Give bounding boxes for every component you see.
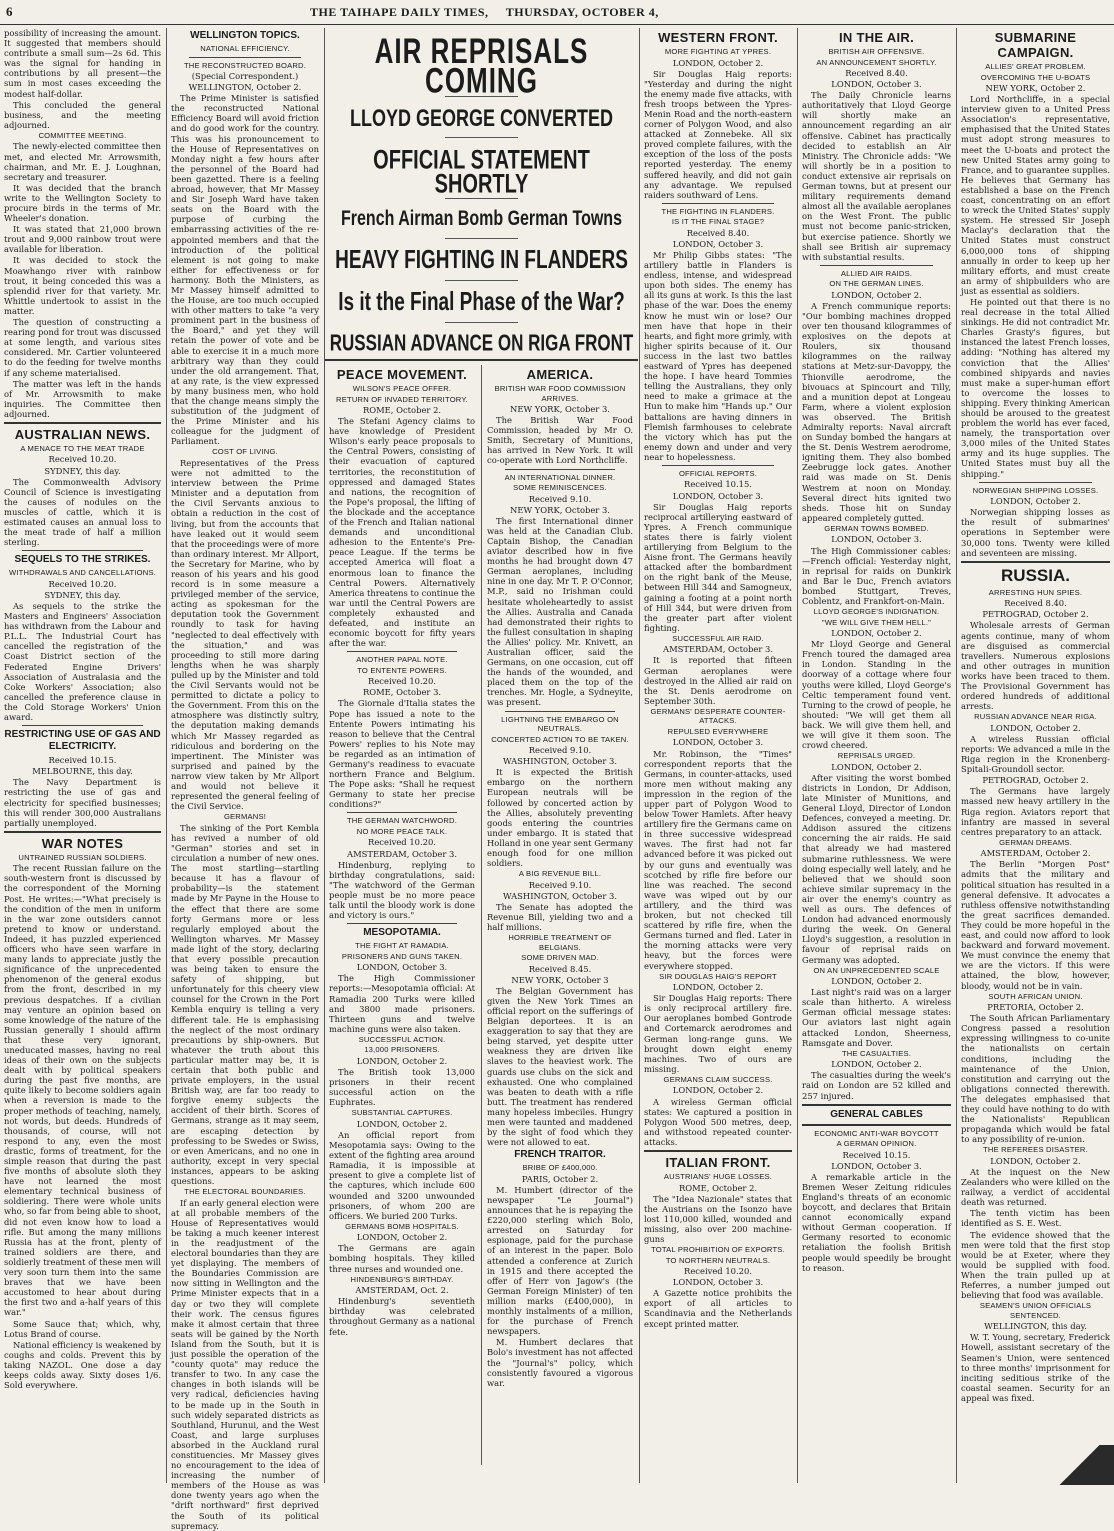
dateline: LONDON, October 3. [672,490,764,501]
subheading: ARRESTING HUN SPIES. [988,587,1083,597]
divider [347,651,457,652]
subheading: ALLIES' GREAT PROBLEM. [985,62,1086,71]
divider [662,203,774,204]
divider [445,280,518,281]
column-rule [481,365,482,1465]
paragraph: It was stated that 21,000 brown trout and 9,000 rainbow trout were available for liberation. [4,224,161,255]
dateline: LONDON, October 2. [831,761,922,772]
subheading: GERMAN DREAMS. [999,837,1072,847]
advertisement: Some Sauce that; which, why, Lotus Brand of course. [4,1318,161,1339]
paragraph: Mr Philip Gibbs states: "The artillery battle in Flanders is endless, intense, and widespread upon both sides. The enemy has all its guns at work. Is this the last phase of the war. Does the enemy know he must win or lose? Our men have that hope in their hearts, and fight more grimly, with higher spirits because of it. Our success in the last two battles eastward of Ypres has deepened the hope. I have heard Tommies telling the Australians, they only need to make a grimace at the Hun to make him "Hands up." Our battalions are having dinners in Flemish farmhouses to celebrate the victory which has put the enemy down and under and very near to hopelessness. [644,250,792,462]
divider [961,561,1110,563]
paragraph: The matter was left in the hands of Mr. Arrowsmith to make inquiries. The Committee then adjourned. [4,378,161,419]
subheading: SOME DRIVEN MAD. [521,953,599,963]
split-columns [325,365,638,1465]
paragraph: The Stefani Agency claims to have knowledge of President Wilson's early peace proposals to the Central Powers, consisting of their evacuation of captured territories, the reconstitution of oppressed and damaged States and nations, the recognition of the Pope's proposal, the lifting of the blockade and the acceptance of the French and Italian national demands and unconditional adhesion to the Entente's Pre-peace League. If the terms be accepted America will float a enormous loan to finance the Central Powers. Alternatively America threatens to continue the war until the Central Powers are completely exhausted and defeated, and institute an economic boycott for fifty years after the war. [329,416,475,649]
paragraph: It is expected the British embargo on the northern European neutrals will be followed by concerted action by the Allies, absolutely preventing goods entering the countries under embargo. It is stated that Holland in one year sent Germany enough food for one million soldiers. [487,767,633,869]
column-3b [483,365,637,1389]
paragraph: A French communique reports: "Our bombing machines dropped over ten thousand kilogrammes of explosives on the depots at Roulers, six thousand kilogrammes on the railway stations at Metz-sur-Davoppy, the Thionville aerodrome, the bivouacs at Spincourt and Tilly, and a munition depot at Longeau Farm, where a violent explosion was observed. The British Admiralty reports: Naval aircraft on Sunday bombed the hangars at the St. Denis Westrem aerodrome, igniting them. They also bombed Zeebrugge lock gates. Another raid was made on St. Denis Westrem at noon on Monday. Several direct hits ignited two sheds. Those hit on Sunday appeared completely gutted. [802,300,951,523]
received-time: Received 10.20. [48,454,117,465]
divider [325,359,638,361]
subheading: RETURN OF INVADED TERRITORY. [336,394,468,404]
page-corner-mark: 6 [6,4,13,19]
paragraph: Last night's raid was on a larger scale than hitherto. A wireless German official message states: Our aviators last night again attacked London, Sheerness, Ramsgate and Dover. [802,987,951,1048]
column-4 [640,28,796,1483]
dateline: LONDON, October 2. [831,628,922,639]
dateline: MELBOURNE, this day. [32,766,133,777]
received-time: Received 10.20. [368,676,436,687]
paragraph: The South African Parliamentary Congress passed a resolution expressing willingness to co-unite the nationalists on certain conditions, including the maintenance of the Union, constitution and carrying out the obligations connected therewith. The delegates emphasised that they could have nothing to do with the Nationalists' Republican propaganda which would be fatal to any possibility of re-union. [961,1013,1110,1145]
banner-headline: RUSSIAN ADVANCE ON RIGA FRONT [329,330,634,356]
paragraph: Hindenburg, replying to birthday congratulations, said: "The watchword of the German people must be no more peace talk until the bloody work is done and victory is ours." [329,859,475,921]
received-time: Received 9.10. [528,745,592,756]
subheading: UNTRAINED RUSSIAN SOLDIERS. [18,852,147,862]
torn-corner [1054,1445,1114,1485]
advertisement: National efficiency is weakened by coughs and colds. Prevent this by taking NAZOL. One dose a day keeps colds away. Sixty doses 1/6. Sold everywhere. [4,1339,161,1391]
dateline: LONDON, October 3. [672,238,764,249]
paragraph: The Prime Minister is satisfied the reconstructed National Efficiency Board will avoid friction and do good work for the country. This was his pronouncement to the House of Representatives on Monday night a few hours after the personnel of the Board had been gazetted. There is a feeling abroad, however, that Mr Massey and Sir Joseph Ward have taken seats on the Board with the purpose of curbing the embarrassing activities of the re-appointed members and that the introduction of the political element is not going to make either for effectiveness or for harmony. Both the Ministers, as Mr Massey himself admitted to the House, are too much occupied with other matters to take "a very prominent part in the business of the Board," and yet they will retain the power of vote and be able to exercise it in a much more arbitrary way than they could under the old arrangement. That, at any rate, is the view expressed by many business men, who hold that the change means simply the substitution of the judgment of the Prime Minister and his colleague for the judgment of Parliament. [171,93,319,447]
divider [979,482,1092,483]
subheading: LLOYD GEORGE'S INDIGNATION. [813,607,940,617]
divider [505,469,615,470]
article-headline: RUSSIA. [1001,565,1070,585]
divider [189,57,301,58]
subheading: ANOTHER PAPAL NOTE. [356,655,448,665]
subheading: A BIG REVENUE BILL. [518,869,602,879]
subheading: THE FIGHT AT RAMADIA. [355,941,449,951]
subheading: GERMANS BOMB HOSPITALS. [345,1221,459,1231]
correspondent: (Special Correspondent.) [191,71,299,81]
paragraph: It is reported that fifteen German aeroplanes were destroyed in the Allied air raid on the St. Denis aerodrome on September 30th. [644,655,792,706]
banner-headline: LLOYD GEORGE CONVERTED [349,104,614,132]
paragraph: It was decided that the branch write to the Wellington Society to procure birds in the terms of Mr. Wheeler's donation. [4,182,161,224]
subheading: AUSTRIANS' HUGE LOSSES. [663,1172,773,1181]
subheading: A MENACE TO THE MEAT TRADE [20,443,145,453]
dateline: LONDON, October 2. [672,982,764,993]
divider [4,831,161,833]
dateline: LONDON, October 2. [356,1055,448,1066]
article-headline: AMERICA. [526,367,594,382]
subheading: A GERMAN OPINION. [836,1139,917,1149]
dateline: LONDON, October 2. [990,496,1081,507]
subheading: SUBSTANTIAL CAPTURES. [351,1108,453,1118]
paragraph: The recent Russian failure on the south-western front is discussed by the correspondent of the Morning Post. He writes:—"What precisely is the condition of the men in uniform in the war zone outsiders cannot pretend to know or understand. Indeed, it has puzzled experienced officers who have seen warfare in many lands to appreciate justly the significance of the unprecedented phenomenon of the general exodus from the front, described in my previous despatches. If a civilian may venture an opinion based on some knowledge of the nature of the Russian generally I should affirm that these very ignorant, uneducated masses, having no real ideas of their own on the subjects dealt with by political speakers during the past five months, are quite likely to become soldiers again when a reversion is made to the proper methods of teaching, namely, not words, but deeds. Hundreds of thousands, of course, will not respond to any, even the most drastic, forms of treatment, for the simple reason that during the past five months of absolute sloth they have not learned the most elementary technical business of soldiering. There were whole units who, so far from being able to shoot, did not even know how to load a rifle. But among the many millions Russia has at the front, plenty of trained soldiers are there, and soldierly treatment of these men will very soon turn them into the same braves that we have been accustomed to hear about during the first two and a-half years of this war." [4,863,161,1318]
received-time: Received 10.15. [48,755,117,766]
subheading: ON AN UNPRECEDENTED SCALE [813,965,940,975]
dateline: PETROGRAD, October 2. [982,609,1089,620]
dateline: NEW YORK, October 3. [510,404,610,414]
dateline: LONDON, October 2. [831,976,922,987]
column-2 [167,28,323,1531]
paragraph: Wholesale arrests of German agents continue, many of whom are disguised as commercial travellers. Numerous explosions and other outrages in munition works have been traced to them. The Provisional Government has ordered hundreds of additional arrests. [961,620,1110,712]
subheading: THE RECONSTRUCTED BOARD. [183,60,307,70]
banner-headline: Is it the Final Phase of the War? [338,288,625,317]
article-headline: SEQUELS TO THE STRIKES. [14,554,151,566]
paragraph: The Navy Department is restricting the use of gas and electricity for specified businesses; this will render 300,000 Australians partially unemployed. [4,777,161,828]
divider [802,1104,951,1106]
column-3 [325,28,638,1483]
dateline: ROME, October 2. [362,405,442,415]
subheading: THE GERMAN WATCHWORD. [346,816,458,826]
banner-headline: OFFICIAL STATEMENT SHORTLY [373,145,590,200]
paragraph: The Daily Chronicle learns authoritatively that Lloyd George will shortly make an announcement regarding an air offensive. Cabinet has practically decided to establish an Air Ministry. The Chronicle adds: "We will shortly be in a position to conduct extensive air reprisals on German towns, but at present our military requirements demand almost all the available aeroplanes on the West Front. The public must not become panic-stricken, but exercise patience. Shortly we shall see British air supremacy with substantial results. [802,90,951,262]
received-time: Received 10.15. [684,479,752,490]
subheading: 13,000 PRISONERS. [364,1045,440,1055]
received-time: Received 10.20. [684,1266,752,1277]
subheading: OFFICIAL REPORTS. [678,468,758,478]
paragraph: The Belgian Government has given the New York Times an official report on the sufferings of Belgian deportees. It is an exaggeration to say that they are being starved, yet despite utter weakness they are driven like slaves to the heaviest work. The guards use clubs on the sick and exhausted. One who complained was beaten to death with a rifle butt. The treatment has rendered many hopeless imbeciles. Hungry men were taunted and maddened by the sight of food which they were not allowed to eat. [487,985,633,1148]
divider [644,1150,792,1152]
dateline: LONDON, October 3. [831,79,922,90]
paragraph: W. T. Young, secretary, Frederick Howell, assistant secretary of the Seamen's Union, were sentenced to three months' imprisonment for inciting seditious strike of the coastal seamen. Security for an appeal was fixed. [961,1332,1110,1403]
received-time: Received 10.15. [842,1149,911,1160]
paragraph: The Germans are again bombing hospitals. They killed three nurses and wounded one. [329,1243,475,1274]
paragraph: At the inquest on the New Zealanders who were killed on the railway, a verdict of accidental death was returned. [961,1167,1110,1208]
divider [22,725,143,726]
dateline: LONDON, October 2. [990,1155,1081,1166]
received-time: Received 8.40. [845,68,908,78]
paragraph: The "Idea Nazionale" states that the Austrians on the Isonzo have lost 110,000 killed, wounded and missing, also over 200 machine-guns [644,1193,792,1244]
dateline: LONDON, October 2. [356,1232,448,1243]
dateline: AMSTERDAM, October 2. [980,848,1091,859]
paragraph: A Gazette notice prohibits the export of all articles to Scandinavia and the Netherlands except printed matter. [644,1288,792,1329]
paragraph: The Senate has adopted the Revenue Bill, yielding two and a half millions. [487,901,633,933]
dateline: NEW YORK, October 3 [511,974,609,985]
dateline: AMSTERDAM, October 3. [663,644,773,655]
paragraph: As sequels to the strike the Masters and Engineers' Association has withdrawn from the Labour and P.L.L. The Industrial Court has cancelled the registration of the Coast District section of the Federated Engine Drivers' Association of Australasia and the Coke Workers' Association; also cancelled the preference clause in the Cold Storage Workers' Union award. [4,601,161,723]
subheading: ON THE GERMAN LINES. [829,279,924,289]
dateline: LONDON, October 2. [356,1118,448,1129]
dateline: LONDON, October 3. [672,1277,764,1288]
subheading: SUCCESSFUL ACTION. [358,1034,446,1044]
subheading: SOUTH AFRICAN UNION. [988,991,1083,1001]
subheading: BRITISH AIR OFFENSIVE. [828,47,925,56]
article-headline: SUBMARINE CAMPAIGN. [994,30,1077,60]
subheading: TO NORTHERN NEUTRALS. [665,1255,771,1265]
subheading: WILSON'S PEACE OFFER. [352,384,452,393]
paragraph: Mr. Robinson, the "Times" correspondent reports that the Germans, in counter-attacks, used more men without making any impression in the region of the upper part of Polygon Wood to below Tower Hamlets. After heavy artillery fire the Germans came on in three successive widespread waves. The first had not far advanced before it was picked out by our guns and eventually was scotched by rifle fire before our line was reached. The second wave was wiped out by our artillery, and the third was broken, but not checked till scattered by rifle fire, when the Germans turned and fled. Later in the morning attacks were very heavy, but the forces were everywhere stopped. [644,748,792,971]
dateline: WELLINGTON, this day. [984,1321,1087,1332]
dateline: WASHINGTON, October 3. [502,756,618,767]
paragraph: The first International dinner was held at the Canadian Club. Captain Bishop, the Canadian aviator described how in five months he had brought down 47 German aeroplanes, including nine in one day. Mr T. P. O'Connor, M.P., said no Irishman could hesitate wholeheartedly to assist the Allies. Australia and Canada had demonstrated their rights to the fullest consultation in shaping the Allies' policy. Mr. Knivett, an Australian officer, said the Germans, on one occasion, cut off the hands of the wounded, and placed them on the top of the trenches. Mr. Hogle, a Sydneyite, was present. [487,515,633,708]
paragraph: The High Commissioner reports:—Mesopotamia official: At Ramadia 200 Turks were killed and 3800 made prisoners. Thirteen guns and twelve machine guns were also taken. [329,973,475,1034]
dateline: LONDON, October 3. [831,1160,922,1171]
paragraph: Hindenburg's seventieth birthday was celebrated throughout Germany as a national fete. [329,1296,475,1337]
subheading: ALLIED AIR RAIDS. [840,268,913,278]
issue-date: THURSDAY, OCTOBER 4, [505,5,659,19]
paper-name: THE TAIHAPE DAILY TIMES, [310,5,489,19]
paragraph: Mr Lloyd George and General French toured the damaged area in London. Standing in the doorway of a cottage where four youths were killed, Lloyd George's Celtic temperament found vent. Turning to the crowd of people, he shouted: "We will get them all back. We will give them hell, and we will give it them soon. The crowd cheered. [802,639,951,751]
subheading: NATIONAL EFFICIENCY. [200,44,290,53]
subheading: REPULSED EVERYWHERE [667,726,769,736]
divider [445,238,518,239]
divider [662,465,774,466]
article-headline: WESTERN FRONT. [658,30,778,45]
subheading: GERMANS! [223,812,267,822]
divider [347,923,457,924]
subheading: SUCCESSFUL AIR RAID. [672,633,764,643]
paragraph: Lord Northcliffe, in a special interview given to a United Press Association's representative, emphasised that the United States must adopt strong measures to meet the U-boats and protect the new United States army going to France, and to guarantee supplies. He believes that Germany has established a base on the French coast, concentrating on an effort to wreck the United States' supply system. He stressed Sir Joseph Maclay's declaration that the United States must construct 6,000,000 tons of shipping annually in order to keep up her military efforts, and must create an army of shipbuilders who are just as essential as soldiers. [961,94,1110,296]
paragraph: The Giornale d'Italia states the Pope has issued a note to the Entente Powers intimating his reason to believe that the Central Powers' replies to his Note may be regarded as an intimation of Germany's readiness to evacuate northern France and Belgium. The Pope asks: "Shall he request Germany to state her precise conditions?" [329,698,475,810]
banner-headline: AIR REPRISALS COMING [374,30,589,101]
article-headline: IN THE AIR. [838,30,915,45]
dateline: LONDON, October 2. [672,57,764,68]
subheading: HINDENBURG'S BIRTHDAY. [350,1274,454,1284]
subheading: WITHDRAWALS AND CANCELLATIONS. [8,568,157,578]
column-5 [798,28,955,1483]
dateline: PRETORIA, October 2. [987,1002,1084,1013]
subheading: HORRIBLE TREATMENT OF BELGIANS. [508,933,612,952]
paragraph: M. Humbert (director of the newspaper "Le Journal") announces that he is repaying the £220,000 sterling which Bolo, arrested on Saturday for espionage, paid for the purchase of an interest in the paper. Bolo attended a conference at Zurich in 1915 and there accepted the offer of Herr von Jagow's (the German Foreign Minister) of ten million marks (£400,000), in monthly instalments of a million, for the purchase of French newspapers. [487,1184,633,1337]
dateline: WELLINGTON, October 2. [188,82,302,93]
paragraph: The question of constructing a rearing pond for trout was discussed at some length, and various sites considered. Mr. Cartier volunteered to do the feeding for twelve months if any scheme materialised. [4,317,161,378]
subheading: REPRISALS URGED. [837,751,916,761]
article-headline: WELLINGTON TOPICS. [190,30,300,41]
article-headline: MESOPOTAMIA. [363,927,441,939]
dateline: PETROGRAD, October 2. [982,775,1089,786]
dateline: LONDON, October 3. [831,534,922,545]
subheading: THE FIGHTING IN FLANDERS. [661,206,775,216]
dateline: ROME, October 3. [362,687,442,698]
paragraph: The High Commissioner cables:—French official: Yesterday night, in reprisal for raids on Dunkirk and Bar le Duc, French aviators bombed Stuttgart, Treves, Coblentz, and Frankfort-on-Main. [802,545,951,606]
subheading: RUSSIAN ADVANCE NEAR RIGA. [974,712,1097,722]
paragraph: The Commonwealth Advisory Council of Science is investigating the causes of nodules on the muscles of cattle, which it is estimated causes an annual loss to the meat trade of half a million sterling. [4,476,161,548]
divider [347,812,457,813]
masthead-line [310,5,659,20]
banner-headline: French Airman Bomb German Towns [341,207,622,231]
subheading: NORWEGIAN SHIPPING LOSSES. [972,485,1099,495]
paragraph: The evidence showed that the men were told that the first stop would be at Exeter, where they would be supplied with food. When the train pulled up at Referres, a number jumped out believing that food was available. [961,1229,1110,1301]
article-headline: FRENCH TRAITOR. [514,1149,606,1161]
subheading: COST OF LIVING. [212,447,278,457]
received-time: Received 8.40. [686,227,750,238]
paragraph: M. Humbert declares that Bolo's investment has not affected the "Journal's" policy, which consistently favoured a vigorous war. [487,1337,634,1388]
paragraph: The British War Food Commission, headed by Mr O. Smith, Secretary of Munitions, has arrived in New York. It will co-operate with Lord Northcliffe. [487,415,633,466]
paragraph: The tenth victim has been identified as S. E. West. [961,1208,1110,1229]
dateline: PARIS, October 2. [521,1173,599,1184]
paragraph: The Berlin "Morgen Post" admits that the military and political situation has resulted in a general defensive. It advocates a ruthless offensive notwithstanding the great sacrifices demanded. They could be more hopeful in the east, and could now afford to look backward and forward movement. We must convince the enemy that we are the victors. If this were attained, the blow, however, bloody, would not be in vain. [961,859,1110,991]
article-headline: AUSTRALIAN NEWS. [14,426,151,442]
subheading: "WE WILL GIVE THEM HELL." [821,617,932,627]
subheading: SIR DOUGLAS HAIG'S REPORT [659,971,777,981]
article-headline: GENERAL CABLES [830,1108,923,1120]
received-time: Received 10.20. [368,837,436,848]
subheading: TO ENTENTE POWERS. [357,665,447,675]
dateline: LONDON, October 2. [990,722,1081,733]
subheading: AN ANNOUNCEMENT SHORTLY. [816,57,937,67]
paragraph: The newly-elected committee then met, and elected Mr. Arrowsmith, chairman, and Mr. E. J. Loughnan, secretary and treasurer. [4,141,161,182]
paragraph: A remarkable article in the Bremen Weser Zeitung ridicules England's threats of an economic boycott, and declares that Britain cannot economically expand without German cooperation. If Germany resorted to economic retaliation the foolish British people would speedily be brought to reason. [802,1171,951,1273]
paragraph: possibility of increasing the amount. It suggested that members should contribute a small sum—2s 6d. This was the signal for handing in contributions by all present—the sum in most cases exceeding the modest half-dollar. [4,28,161,99]
subheading: THE REFEREES DISASTER. [983,1145,1088,1155]
dateline: WASHINGTON, October 3. [502,890,618,901]
paragraph: The casualties during the week's raid on London are 52 killed and 257 injured. [802,1070,951,1101]
subheading: COMMITTEE MEETING. [38,130,127,140]
article-headline: WAR NOTES [41,835,124,851]
article-headline: ITALIAN FRONT. [665,1155,771,1170]
dateline: ROME, October 2. [678,1182,758,1193]
dateline: LONDON, October 2. [831,289,922,300]
paragraph: Norwegian shipping losses as the result of submarines' operations in September were 30,000 tons. Twenty were killed and seventeen are missing. [961,507,1110,558]
divider [22,550,143,551]
subheading: GERMANS CLAIM SUCCESS. [663,1074,773,1084]
divider [820,265,933,266]
subheading: ECONOMIC ANTI-WAR BOYCOTT [814,1128,939,1138]
paragraph: The Germans have largely massed new heavy artillery in the Riga region. Aviators report that infantry are massed in several centres preparatory to an attack. [961,786,1110,837]
subheading: GERMAN TOWNS BOMBED. [824,523,929,533]
article-headline: PEACE MOVEMENT. [336,367,468,382]
paragraph: An official report from Mesopotamia says: Owing to the extent of the fighting area around Ramadia, it is impossible at present to give a complete list of the captures, which include 600 wounded and 3200 unwounded prisoners, of whom 200 are officers. We buried 200 Turks. [329,1129,475,1221]
column-6 [957,28,1114,1483]
paragraph: He pointed out that there is no real decrease in the total Allied sinkings. He did not contradict Mr. Charles Grasty's figures, but instanced the latest French losses, adding: "Nothing has altered my conviction that the Allies' combined shipyards and navies must make a super-human effort to overcome the losses to shipping. Every thinking American should be aroused to the greatest problem the world has ever faced, namely, the transportation over 3,000 miles of the United States army and its huge supplies. The United States must buy all the shipping." [961,296,1110,479]
paragraph: The British took 13,000 prisoners in their recent successful action on the Euphrates. [329,1066,475,1108]
subheading: PRISONERS AND GUNS TAKEN. [341,951,463,961]
divider [505,711,615,712]
article-headline: RESTRICTING USE OF GAS AND ELECTRICITY. [4,729,161,753]
divider [802,1124,951,1126]
subheading: MORE FIGHTING AT YPRES. [664,47,772,56]
dateline: LONDON, October 3. [356,962,448,973]
received-time: Received 8.45. [528,963,592,974]
subheading: GERMANS' DESPERATE COUNTER-ATTACKS. [650,706,786,726]
dateline: NEW YORK, October 2. [985,83,1086,93]
received-time: Received 8.40. [1004,598,1067,609]
received-time: Received 9.10. [528,879,592,890]
paragraph: Sir Douglas Haig reports reciprocal artillerying eastward of Ypres. A French communique states there is fairly violent artillerying from Belgium to the Aisne front. The Germans heavily attacked after the bombardment on the right bank of the Meuse, between Hill 344 and Samogneux, gaining a footing at a point north of Hill 344, but were driven from the greater part after violent fighting. [644,501,792,633]
divider [445,322,518,323]
paragraph: If an early general election were at all probable members of the House of Representatives would be taking a much keener interest in the readjustment of the electoral boundaries than they are yet displaying. The members of the Boundaries Commission are now sitting in Wellington and the Prime Minister expects that in a day or two they will complete their work. The census figures make it almost certain that three seats will be gained by the North Island from the South, but it is just possible the operation of the "county quota" may reduce the transfer to two. In any case the changes in both islands will be very radical, deficiencies having to be made up in the South in such widely separated districts as Southland, Hurunui, and the West Coast, and large surpluses absorbed in the Auckland rural constituencies. Mr Massey gives no encouragement to the idea of increasing the number of members of the House as was done twenty years ago when the "drift northward" first deprived the South of its political supremacy. [171,1197,319,1531]
subheading: SOME REMINISCENCES. [513,483,607,493]
paragraph: Sir Douglas Haig reports: "Yesterday and during the night the enemy made five attacks, with fresh troops between the Ypres-Menin Road and the north-eastern corner of Polygon Wood, and also attacked at Zonnebeke. All six proved complete failures, with the exception of the loss of the posts reported yesterday. The enemy suffered heavily, and did not gain any advantage. We repulsed raiders southward of Lens. [644,68,792,200]
received-time: Received 9.10. [528,493,592,504]
subheading: THE ELECTORAL BOUNDARIES. [184,1187,306,1197]
divider [4,422,161,424]
column-1 [0,28,165,1483]
dateline: AMSTERDAM, October 3. [347,848,457,859]
paragraph: This concluded the general business, and the meeting adjourned. [4,99,161,130]
paragraph: It was decided to stock the Moawhango river with rainbow trout, it being conceded this was a splendid river for that variety. Mr. Whittle undertook to assist in the matter. [4,255,161,316]
dateline: LONDON, October 2. [831,1059,922,1070]
subheading: LIGHTNING THE EMBARGO ON NEUTRALS. [501,714,619,734]
subheading: TOTAL PROHIBITION OF EXPORTS. [651,1245,785,1255]
dateline: NEW YORK, October 3. [510,504,610,515]
dateline: AMSTERDAM, Oct. 2. [355,1285,449,1296]
paragraph: A wireless Russian official reports: We advanced a mile in the Riga region in the Kronenberg-Spitali-Groundoll sector. [961,733,1110,775]
paragraph: The sinking of the Port Kembla has revived a number of old "German" stories and set in circulation a number of new ones. The most startling—startling because it has a flavour of probability—is the statement made by Mr Payne in the House to the effect that there are some forty Germans more or less regularly employed about the Wellington wharves. Mr Massey made light of the story, declaring that every possible precaution was being taken to ensure the safety of shipping, but unfortunately for this cheery view counsel for the Crown in the Port Kembla enquiry is telling a very different tale. He is emphasising the neglect of the most ordinary precautions by ship-owners. But whatever the truth about this particular matter may be, it is certain that both public and private employers, in the usual British way, are far too ready to forgive enemy subjects the accident of their birth. Scores of Germans, strange as it may seem, are escaping detection by professing to be Swedes or Swiss, or even Americans, and no one in authority, except in very special instances, appears to be asking questions. [171,822,319,1187]
banner-headline: HEAVY FIGHTING IN FLANDERS [335,246,628,275]
dateline: SYDNEY, this day. [44,465,121,476]
divider [445,137,518,138]
masthead [0,0,1114,25]
column-3a [325,365,479,1338]
subheading: AN INTERNATIONAL DINNER. [504,472,616,482]
subheading: OVERCOMING THE U-BOATS [980,72,1091,82]
subheading: BRITISH WAR FOOD COMMISSION ARRIVES. [494,384,626,403]
subheading: SEAMEN'S UNION OFFICIALS SENTENCED. [979,1301,1092,1320]
subheading: BRIBE OF £400,000. [522,1163,598,1173]
paragraph: Sir Douglas Haig reports: There is only reciprocal artillery fire. Our aeroplanes bombed Gontrode and Cortemarck aerodromes and German long-range guns. We brought down eight enemy machines. Two of ours are missing. [644,993,792,1074]
subheading: NO MORE PEACE TALK. [356,826,448,836]
received-time: Received 10.20. [48,578,117,589]
paragraph: A wireless German official states: We captured a position in Polygon Wood 500 metres, deep, and withstood repeated counter-attacks. [644,1096,792,1147]
subheading: IS IT THE FINAL STAGE? [671,217,765,227]
paragraph: After visiting the worst bombed districts in London, Dr Addison, late Minister of Munitions, and General Lloyd, Director of London Defences, conveyed a meeting. Dr. Addison assured the citizens concerning the air raids. He said that already we had mastered submarine ruthlessness. We were doing especially well lately, and he believed that we should soon achieve similar supremacy in the air over the enemy's country as well as ours. The defences of London had advanced enormously during the week. On General Lloyd's suggestion, a resolution in favour of reprisal raids on Germany was adopted. [802,772,951,965]
dateline: LONDON, October 2. [672,1085,764,1096]
subheading: THE CASUALTIES. [841,1048,912,1058]
subheading: CONCERTED ACTION TO BE TAKEN. [491,734,629,744]
paragraph: Representatives of the Press were not admitted to the interview between the Prime Minister and a deputation from the Civil Servants anxious to obtain a reduction in the cost of living, but from the accounts that have leaked out it would seem that the proceedings were of more than ordinary interest. Mr Allport, the Secretary for Marine, who by reason of his years and his good record is in some measure a privileged member of the service, acting as spokesman for the deputation took the Government roundly to task for having "neglected to deal effectively with the situation," and was proceeding to still more daring lengths when he was sharply pulled up by the Minister and told the Civil Servants would not be permitted to dictate a policy to the Government. From this on the atmosphere was distinctly sultry, the deputation making demands which Mr Massey regarded as ridiculous and bordering on the impertinent. The Minister was surprised and pained by the narrow view taken by Mr Allport and would not believe it represented the general feeling of the Civil Service. [171,457,319,812]
dateline: SYDNEY, this day. [44,589,121,600]
dateline: LONDON, October 3. [672,737,764,748]
